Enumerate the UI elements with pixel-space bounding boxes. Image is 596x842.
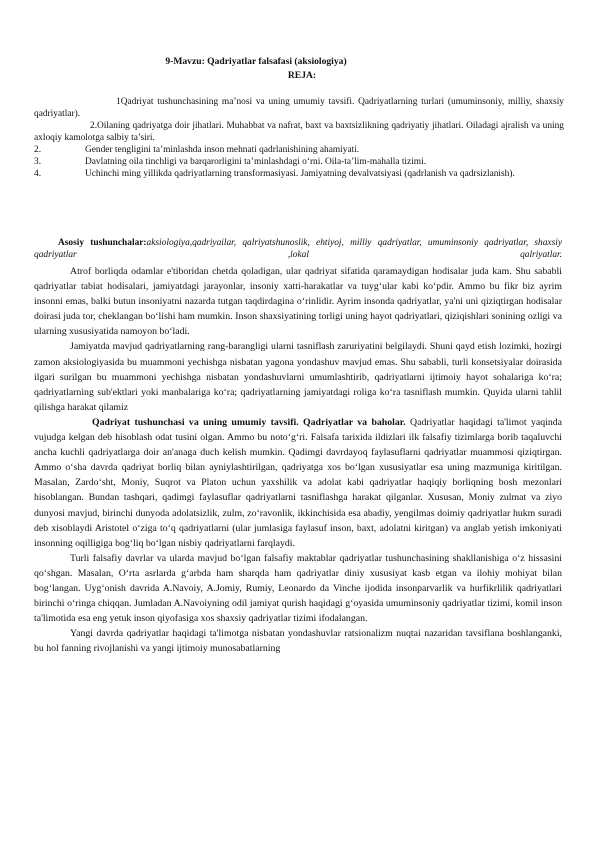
paragraph: Atrof borliqda odamlar e'tiboridan chetda qoladigan, ular qadriyat sifatida qaramaydigan hodisalar juda kam. Shu sababli qadriyatlar tabiat hodisalari, jamiyatdagi jarayonlar, insoniy xatti-harakatlar va tuyg‘ular kabi ko‘pdir. Ammo bu fikr biz ayrim insonni emas, balki butun insoniyatni nazarda tutgan taqdirdagina o‘rinlidir. Ayrim insonda qadriyatlar, ya'ni uni qiziqtirgan hodisalar doirasi juda tor, cheklangan bo‘lishi ham mumkin. Inson shaxsiyatining torligi uning hayot qadriyatlari, qiziqishlari sonining ozligi va ularning xususiyatida namoyon bo‘ladi. [34,266,562,338]
plan-item-number: 3. [34,157,42,167]
document-title: 9-Mavzu: Qadriyatlar falsafasi (aksiologiya) [165,56,347,67]
plan-item-number: 4. [34,169,42,179]
plan-item-4 [34,157,564,169]
paragraph: Qadriyat tushunchasi va uning umumiy tavsifi. Qadriyatlar va baholar. Qadriyatlar haqidagi ta'limot yaqinda vujudga kelgan deb hisoblash odat tusini olgan. Ammo bu noto‘g‘ri. Falsafa tarixida ildizlari ilk falsafiy tizimlarga borib taqaluvchi ancha kuchli qadriyatlarga doir an'anaga duch kelish mumkin. Qadimgi davrdayoq faylasuflarni qadriyatlar muammosi qiziqtirgan. Ammo o‘sha davrda qadriyat borliq bilan ayniylashtirilgan, qadriyatga xos bo‘lgan xususiyatlar esa uning mazmuniga kiritilgan. Masalan, Zardo‘sht, Moniy, Suqrot va Platon uchun yaxshilik va adolat kabi qadriyatlar haqiqiy borliqning bosh mezonlari hisoblangan. Bundan tashqari, qadimgi faylasuflar qadriyatlarni tasniflashga harakat qilganlar. Xususan, Moniy zulmat va ziyo dunyosi mavjud, birinchi dunyoda adolatsizlik, zulm, zo‘ravonlik, ikkinchisida esa abadiy, yengilmas doimiy qadriyatlar hukm suradi deb xisoblaydi Aristotel o‘ziga to‘q qadriyatlarni (ular jumlasiga faylasuf inson, baxt, adolatni kiritgan) va anglab yetish imkoniyati insonning oqilligiga bog‘liq bo‘lgan nisbiy qadriyatlarni farqlaydi. [34,416,562,549]
plan-item-5 [34,169,564,181]
keywords-list: aksiologiya,qadriyailar, qalriyatshunoslik, ehtiyoj, milliy qadriyatlar, umuminsoniy qadriyatlar, shaxsiy qadriyatlar ,lokal qalriyatlar. [34,238,562,260]
paragraph: Turli falsafiy davrlar va ularda mavjud bo‘lgan falsafiy maktablar qadriyatlar tushunchasining shakllanishiga o‘z hissasini qo‘shgan. Masalan, O‘rta asrlarda g‘arbda ham sharqda ham qadriyatlar diniy xususiyat kasb etgan va ilohiy mohiyat bilan bog‘langan. Uyg‘onish davrida A.Navoiy, A.Jomiy, Rumiy, Leonardo da Vinche ijodida insonparvarlik va hurfikrlilik qadriyatlari birinchi o‘ringa chiqqan. Jumladan A.Navoiyning odil jamiyat qurish haqidagi g‘oyasida umuminsoniy qadriyatlar tizimi, komil inson ta'limotida esa eng yetuk inson qiyofasiga xos shaxsiy qadriyatlar tizimi ifodalangan. [34,552,562,625]
plan-item-text: 2.Oilaning qadriyatga doir jihatlari. Muhabbat va nafrat, baxt va baxtsizlikning qadriyatiy jihatlari. Oiladagi ajralish va uning axloqiy kamolotga salbiy ta’siri. [34,121,564,143]
paragraph: Yangi davrda qadriyatlar haqidagi ta'limotga nisbatan yondashuvlar ratsionalizm nuqtai nazaridan tavsiflana boshlanganki, bu hol fanning rivojlanishi va yangi ijtimoiy munosabatlarning [34,628,562,655]
plan-item-text: 1Qadriyat tushunchasining ma’nosi va uning umumiy tavsifi. Qadriyatlarning turlari (umuminsoniy, milliy, shaxsiy qadriyatlar). [34,97,564,119]
document-body [34,264,562,656]
plan-item-2 [34,121,564,144]
plan-item-text: Gender tengligini ta’minlashda inson mehnati qadrlanishining ahamiyati. [85,145,360,155]
plan-item-1 [34,97,564,120]
plan-item-text: Davlatning oila tinchligi va barqarorligini ta’minlashdagi o‘rni. Oila-ta’lim-mahalla tizimi. [85,157,427,167]
keywords-label: Asosiy tushunchalar: [58,238,147,248]
plan-heading: REJA: [287,70,317,81]
plan-item-3 [34,145,564,157]
paragraph: Jamiyatda mavjud qadriyatlarning rang-barangligi ularni tasniflash zaruriyatini belgilaydi. Shuni qayd etish lozimki, hozirgi zamon aksiologiyasida bu muammoni yechishga nisbatan yagona yondashuv mavjud emas. Shu sababli, turli konsetsiyalar doirasida ilgari surilgan bu muammoni yechishga nisbatan yondashuvlarni umumlashtirib, qadriyatlarni ijtimoiy hayot sohalariga ko‘ra; qadriyatlarning sub'ektlari yoki manbalariga ko‘ra; qadriyatlarning jamiyatdagi roliga ko‘ra tasniflash mumkin. Quyida ularni tahlil qilishga harakat qilamiz [34,341,562,413]
plan-item-text: 4. Uchinchi ming yillikda qadriyatlarning transformasiyasi. Jamiyatning devalvatsiyasi (qadrlanish va qadrsizlanish). [34,169,515,179]
keywords-block [34,237,562,261]
section-heading: Qadriyat tushunchasi va uning umumiy tavsifi. Qadriyatlar va baholar. [92,416,406,428]
plan-item-number: 2. [34,145,42,155]
